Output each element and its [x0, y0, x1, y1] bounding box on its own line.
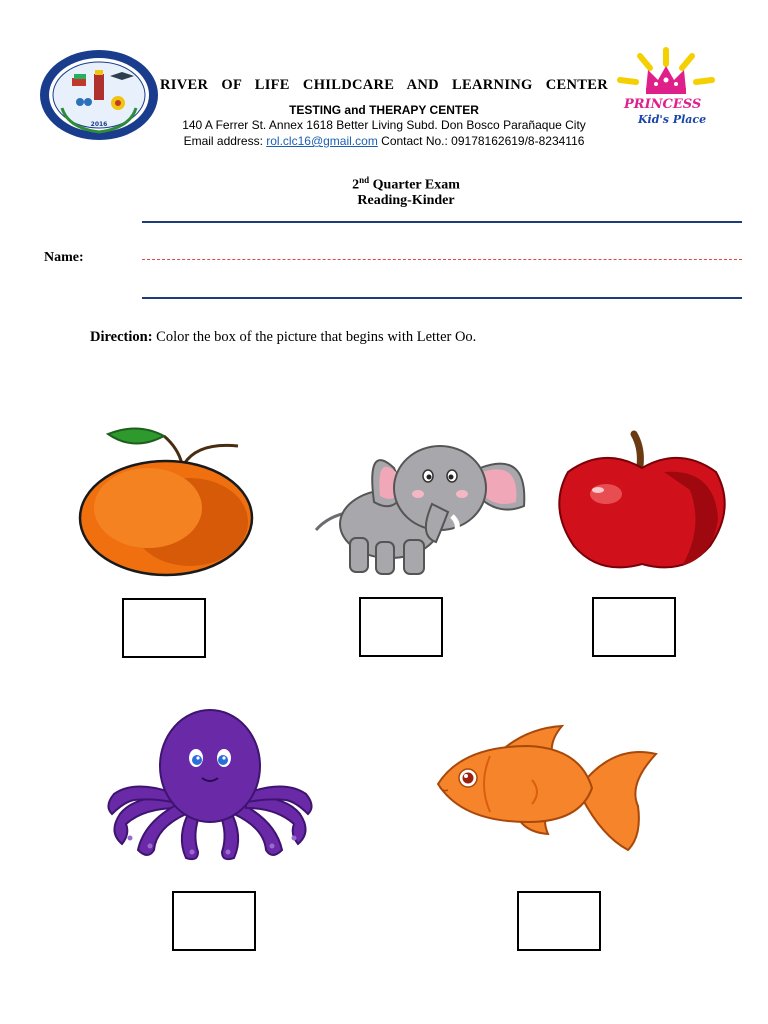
contact-numbers: Contact No.: 09178162619/8-8234116 — [377, 134, 585, 148]
answer-box-octopus[interactable] — [172, 891, 256, 951]
bottom-rule — [142, 297, 742, 299]
orange-picture — [78, 416, 254, 578]
email-link[interactable]: rol.clc16@gmail.com — [266, 134, 378, 148]
answer-box-fish[interactable] — [517, 891, 601, 951]
octopus-picture — [104, 704, 316, 864]
contact-line — [130, 134, 638, 148]
direction — [90, 329, 476, 346]
email-label: Email address: — [183, 134, 267, 148]
exam-subject: Reading-Kinder — [357, 193, 455, 208]
direction-label: Direction: — [90, 329, 153, 345]
brand-kids-place: Kid's Place — [638, 113, 707, 126]
center-subtitle: TESTING and THERAPY CENTER — [289, 103, 479, 117]
school-logo — [38, 48, 160, 142]
top-rule — [142, 221, 742, 223]
school-address: 140 A Ferrer St. Annex 1618 Better Living Subd. Don Bosco Parañaque City — [182, 118, 586, 132]
exam-ordinal: 2 — [352, 177, 360, 193]
elephant-picture — [310, 432, 532, 578]
fish-picture — [432, 724, 660, 854]
exam-ordinal-suffix: nd — [359, 175, 370, 185]
apple-picture — [554, 428, 732, 576]
name-write-line[interactable] — [142, 259, 742, 260]
seal-year: 2016 — [90, 121, 108, 128]
elephant-icon — [310, 432, 532, 578]
name-label: Name: — [44, 250, 84, 265]
orange-icon — [78, 416, 254, 578]
school-name: RIVER OF LIFE CHILDCARE AND LEARNING CENTER — [160, 77, 608, 93]
exam-title — [0, 175, 768, 194]
fish-icon — [432, 724, 660, 854]
apple-icon — [554, 428, 732, 576]
answer-box-orange[interactable] — [122, 598, 206, 658]
answer-box-apple[interactable] — [592, 597, 676, 657]
octopus-icon — [104, 704, 316, 864]
brand-princess: PRINCESS — [624, 97, 702, 112]
exam-title-rest: Quarter Exam — [369, 177, 460, 193]
direction-text: Color the box of the picture that begins with Letter Oo. — [152, 329, 477, 345]
answer-box-elephant[interactable] — [359, 597, 443, 657]
